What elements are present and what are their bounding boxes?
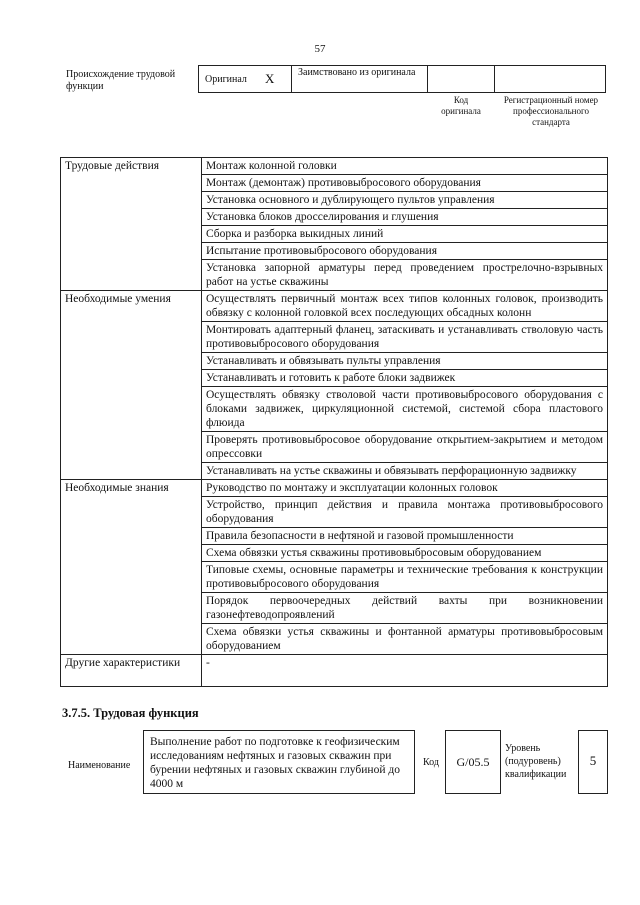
origin-reg-cell xyxy=(494,65,606,93)
origin-original-cell xyxy=(198,65,292,93)
function-code: G/05.5 xyxy=(456,755,490,769)
item-cell: Проверять противовыбросовое оборудование открытием-закрытием и методом опрессовки xyxy=(202,432,608,463)
category-cell: Другие характеристики xyxy=(61,655,202,687)
table-row xyxy=(61,158,608,175)
category-cell: Трудовые действия xyxy=(61,158,202,291)
category-cell: Необходимые умения xyxy=(61,291,202,480)
function-level-box xyxy=(578,730,608,794)
table-row xyxy=(61,480,608,497)
item-cell: Устанавливать и готовить к работе блоки задвижек xyxy=(202,370,608,387)
original-label: Оригинал xyxy=(205,74,247,85)
function-code-label: Код xyxy=(423,757,439,768)
item-cell: Руководство по монтажу и эксплуатации колонных головок xyxy=(202,480,608,497)
item-cell: Установка запорной арматуры перед проведением прострелочно-взрывных работ на устье скважины xyxy=(202,260,608,291)
origin-label: Происхождение трудовой функции xyxy=(66,69,176,92)
item-cell: Установка основного и дублирующего пультов управления xyxy=(202,192,608,209)
section-title: 3.7.5. Трудовая функция xyxy=(62,706,199,720)
item-cell: Сборка и разборка выкидных линий xyxy=(202,226,608,243)
reg-caption: Регистрационный номер профессионального стандарта xyxy=(503,95,599,127)
labor-function-table xyxy=(60,157,608,687)
original-mark: X xyxy=(265,71,275,86)
item-cell: - xyxy=(202,655,608,687)
item-cell: Правила безопасности в нефтяной и газовой промышленности xyxy=(202,528,608,545)
item-cell: Схема обвязки устья скважины и фонтанной арматуры противовыбросовым оборудованием xyxy=(202,624,608,655)
function-name-box xyxy=(143,730,415,794)
page-number: 57 xyxy=(314,43,326,55)
item-cell: Устанавливать и обвязывать пульты управления xyxy=(202,353,608,370)
item-cell: Монтировать адаптерный фланец, затаскивать и устанавливать стволовую часть противовыбросового оборудования xyxy=(202,322,608,353)
item-cell: Установка блоков дросселирования и глушения xyxy=(202,209,608,226)
item-cell: Осуществлять обвязку стволовой части противовыбросового оборудования с блоками задвижек, циркуляционной системой, системой сбора пластового флюида xyxy=(202,387,608,432)
item-cell: Схема обвязки устья скважины противовыбросовым оборудованием xyxy=(202,545,608,562)
function-code-box xyxy=(445,730,501,794)
table-row xyxy=(61,655,608,687)
origin-code-cell xyxy=(427,65,495,93)
borrowed-label: Заимствовано из оригинала xyxy=(298,67,416,78)
function-name: Выполнение работ по подготовке к геофизическим исследованиям нефтяных и газовых скважин при бурении нефтяных и газовых скважин глубиной до 4000 м xyxy=(150,736,400,790)
item-cell: Монтаж (демонтаж) противовыбросового оборудования xyxy=(202,175,608,192)
category-cell: Необходимые знания xyxy=(61,480,202,655)
item-cell: Монтаж колонной головки xyxy=(202,158,608,175)
item-cell: Порядок первоочередных действий вахты при возникновении газонефтеводопроявлений xyxy=(202,593,608,624)
item-cell: Осуществлять первичный монтаж всех типов колонных головок, производить обвязку с колонной головкой всех последующих обсадных колонн xyxy=(202,291,608,322)
function-name-label: Наименование xyxy=(68,760,131,771)
item-cell: Испытание противовыбросового оборудования xyxy=(202,243,608,260)
code-caption: Код оригинала xyxy=(441,95,481,116)
function-level-label: Уровень (подуровень) квалификации xyxy=(505,743,567,780)
function-level: 5 xyxy=(589,753,597,768)
item-cell: Устанавливать на устье скважины и обвязывать перфорационную задвижку xyxy=(202,463,608,480)
item-cell: Устройство, принцип действия и правила монтажа противовыбросового оборудования xyxy=(202,497,608,528)
table-row xyxy=(61,291,608,322)
item-cell: Типовые схемы, основные параметры и технические требования к конструкции противовыбросового оборудования xyxy=(202,562,608,593)
origin-borrowed-cell xyxy=(291,65,428,93)
